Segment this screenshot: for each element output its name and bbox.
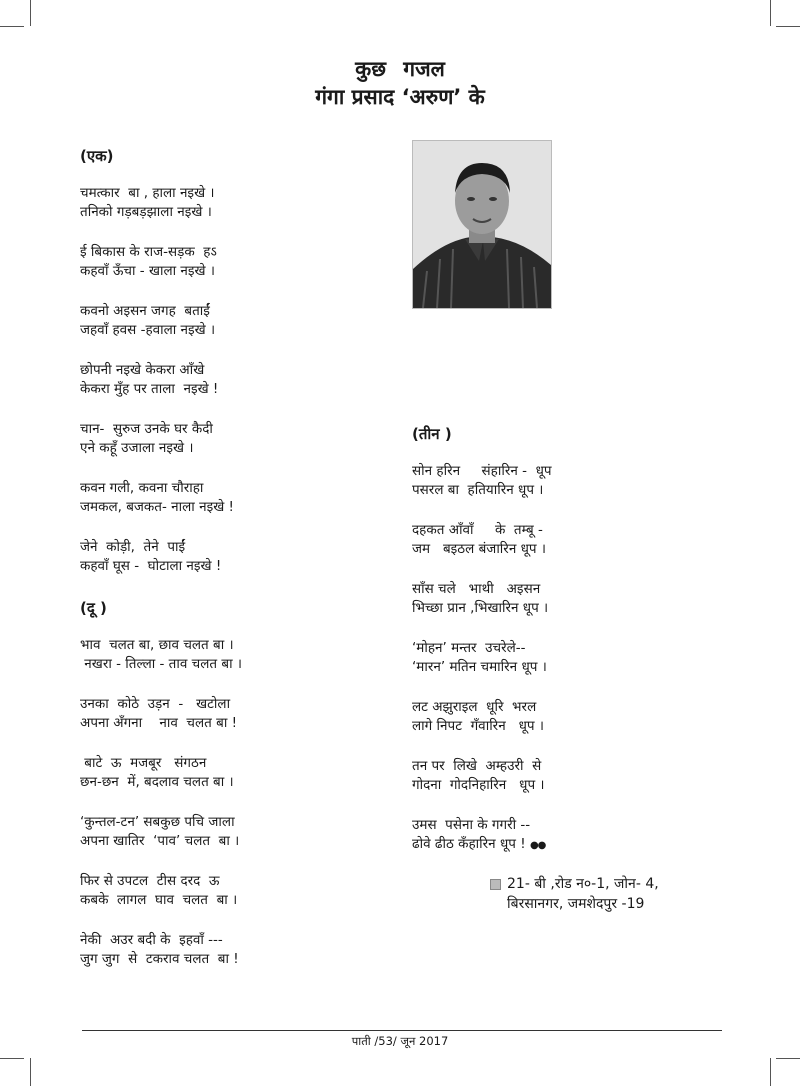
stanza [80, 538, 234, 576]
author-photo [412, 140, 552, 309]
stanza [412, 580, 552, 618]
verse-line: सोन हरिन संहारिन - धूप [412, 463, 552, 479]
verse-line: जम बइठल बंजारिन धूप । [412, 541, 546, 557]
verse-line: केकरा मुँह पर ताला नइखे ! [80, 381, 219, 397]
verse-line: भिच्छा प्रान ,भिखारिन धूप । [412, 600, 549, 616]
verse-line: दहकत आँवाँ के तम्बू - [412, 522, 543, 538]
verse-line: साँस चले भाथी अइसन [412, 581, 541, 597]
verse-line: ई बिकास के राज-सड़क हऽ [80, 244, 217, 260]
verse-text: ढोवे ढीठ कँहारिन धूप ! [412, 836, 526, 852]
author-address [490, 874, 659, 914]
poem-heading: (तीन ) [412, 425, 452, 443]
verse-line [412, 835, 552, 854]
verse-line: ‘मोहन’ मन्तर उचरेले-- [412, 640, 526, 656]
poem-one [80, 146, 234, 576]
bullet-square-icon [490, 879, 501, 890]
footer-rule [82, 1030, 722, 1031]
verse-line: जेने कोड़ी, तेने पाईं [80, 539, 186, 555]
stanza [80, 420, 234, 458]
page-footer: पाती /53/ जून 2017 [351, 1034, 449, 1048]
title-line-1: कुछ गजल [355, 57, 445, 81]
verse-line: अपना खातिर ‘पाव’ चलत बा । [80, 833, 240, 849]
stanza [80, 636, 242, 674]
stanza [412, 698, 552, 736]
stanza [412, 521, 552, 559]
stanza [80, 302, 234, 340]
crop-mark [776, 26, 800, 27]
crop-mark [770, 1058, 771, 1086]
stanza [80, 931, 242, 969]
poem-heading: (एक) [80, 147, 114, 165]
verse-line: कवनो अइसन जगह बताईं [80, 303, 210, 319]
title-line-2: गंगा प्रसाद ‘अरुण’ के [315, 85, 485, 109]
stanza [412, 639, 552, 677]
crop-mark [0, 26, 24, 27]
stanza [80, 695, 242, 733]
verse-line: बाटे ऊ मजबूर संगठन [80, 755, 207, 771]
crop-mark [770, 0, 771, 26]
crop-mark [0, 1058, 24, 1059]
stanza [80, 184, 234, 222]
verse-line: छन-छन में, बदलाव चलत बा । [80, 774, 234, 790]
verse-line: ‘मारन’ मतिन चमारिन धूप । [412, 659, 547, 675]
verse-line: कहवाँ ऊँचा - खाला नइखे । [80, 263, 216, 279]
page-title [0, 55, 800, 111]
stanza [412, 757, 552, 795]
crop-mark [776, 1058, 800, 1059]
verse-line: पसरल बा हतियारिन धूप । [412, 482, 544, 498]
verse-line: गोदना गोदनिहारिन धूप । [412, 777, 545, 793]
verse-line: एने कहूँ उजाला नइखे । [80, 440, 194, 456]
stanza [80, 361, 234, 399]
verse-line: ‘कुन्तल-टन’ सबकुछ पचि जाला [80, 814, 235, 830]
stanza [80, 243, 234, 281]
verse-line: लागे निपट गँवारिन धूप । [412, 718, 544, 734]
verse-line: छोपनी नइखे केकरा आँखे [80, 362, 205, 378]
verse-line: उमस पसेना के गगरी -- [412, 817, 531, 833]
verse-line: लट अझुराइल धूरि भरल [412, 699, 537, 715]
poem-heading: (दू ) [80, 599, 107, 617]
stanza [80, 479, 234, 517]
crop-mark [30, 0, 31, 26]
verse-line: फिर से उपटल टीस दरद ऊ [80, 873, 220, 889]
verse-line: चान- सुरुज उनके घर कैदी [80, 421, 213, 437]
verse-line: नेकी अउर बदी के इहवाँ --- [80, 932, 223, 948]
crop-mark [30, 1058, 31, 1086]
verse-line: चमत्कार बा , हाला नइखे । [80, 185, 215, 201]
poem-two [80, 598, 242, 969]
verse-line: भाव चलत बा, छाव चलत बा । [80, 637, 234, 653]
verse-line: जहवाँ हवस -हवाला नइखे । [80, 322, 216, 338]
address-line [490, 894, 659, 914]
verse-line: कवन गली, कवना चौराहा [80, 480, 204, 496]
address-line [490, 874, 659, 894]
verse-line: कबके लागल घाव चलत बा । [80, 892, 238, 908]
stanza [80, 754, 242, 792]
verse-line: नखरा - तिल्ला - ताव चलत बा । [80, 656, 242, 672]
verse-line: अपना अँगना नाव चलत बा ! [80, 715, 238, 731]
stanza [80, 872, 242, 910]
verse-line: कहवाँ घूस - घोटाला नइखे ! [80, 558, 222, 574]
verse-line: तनिको गड़बड़झाला नइखे । [80, 204, 212, 220]
end-mark: ●● [529, 840, 546, 851]
stanza [80, 813, 242, 851]
address-line-1: 21- बी ,रोड न०-1, जोन- 4, [507, 876, 659, 892]
poem-three [412, 424, 552, 854]
portrait-image [413, 141, 551, 308]
stanza [412, 462, 552, 500]
verse-line: जुग जुग से टकराव चलत बा ! [80, 951, 239, 967]
address-line-2: बिरसानगर, जमशेदपुर -19 [507, 896, 645, 912]
verse-line: उनका कोठे उड़न - खटोला [80, 696, 231, 712]
stanza [412, 816, 552, 854]
verse-line: तन पर लिखे अम्हउरी से [412, 758, 542, 774]
verse-line: जमकल, बजकत- नाला नइखे ! [80, 499, 234, 515]
